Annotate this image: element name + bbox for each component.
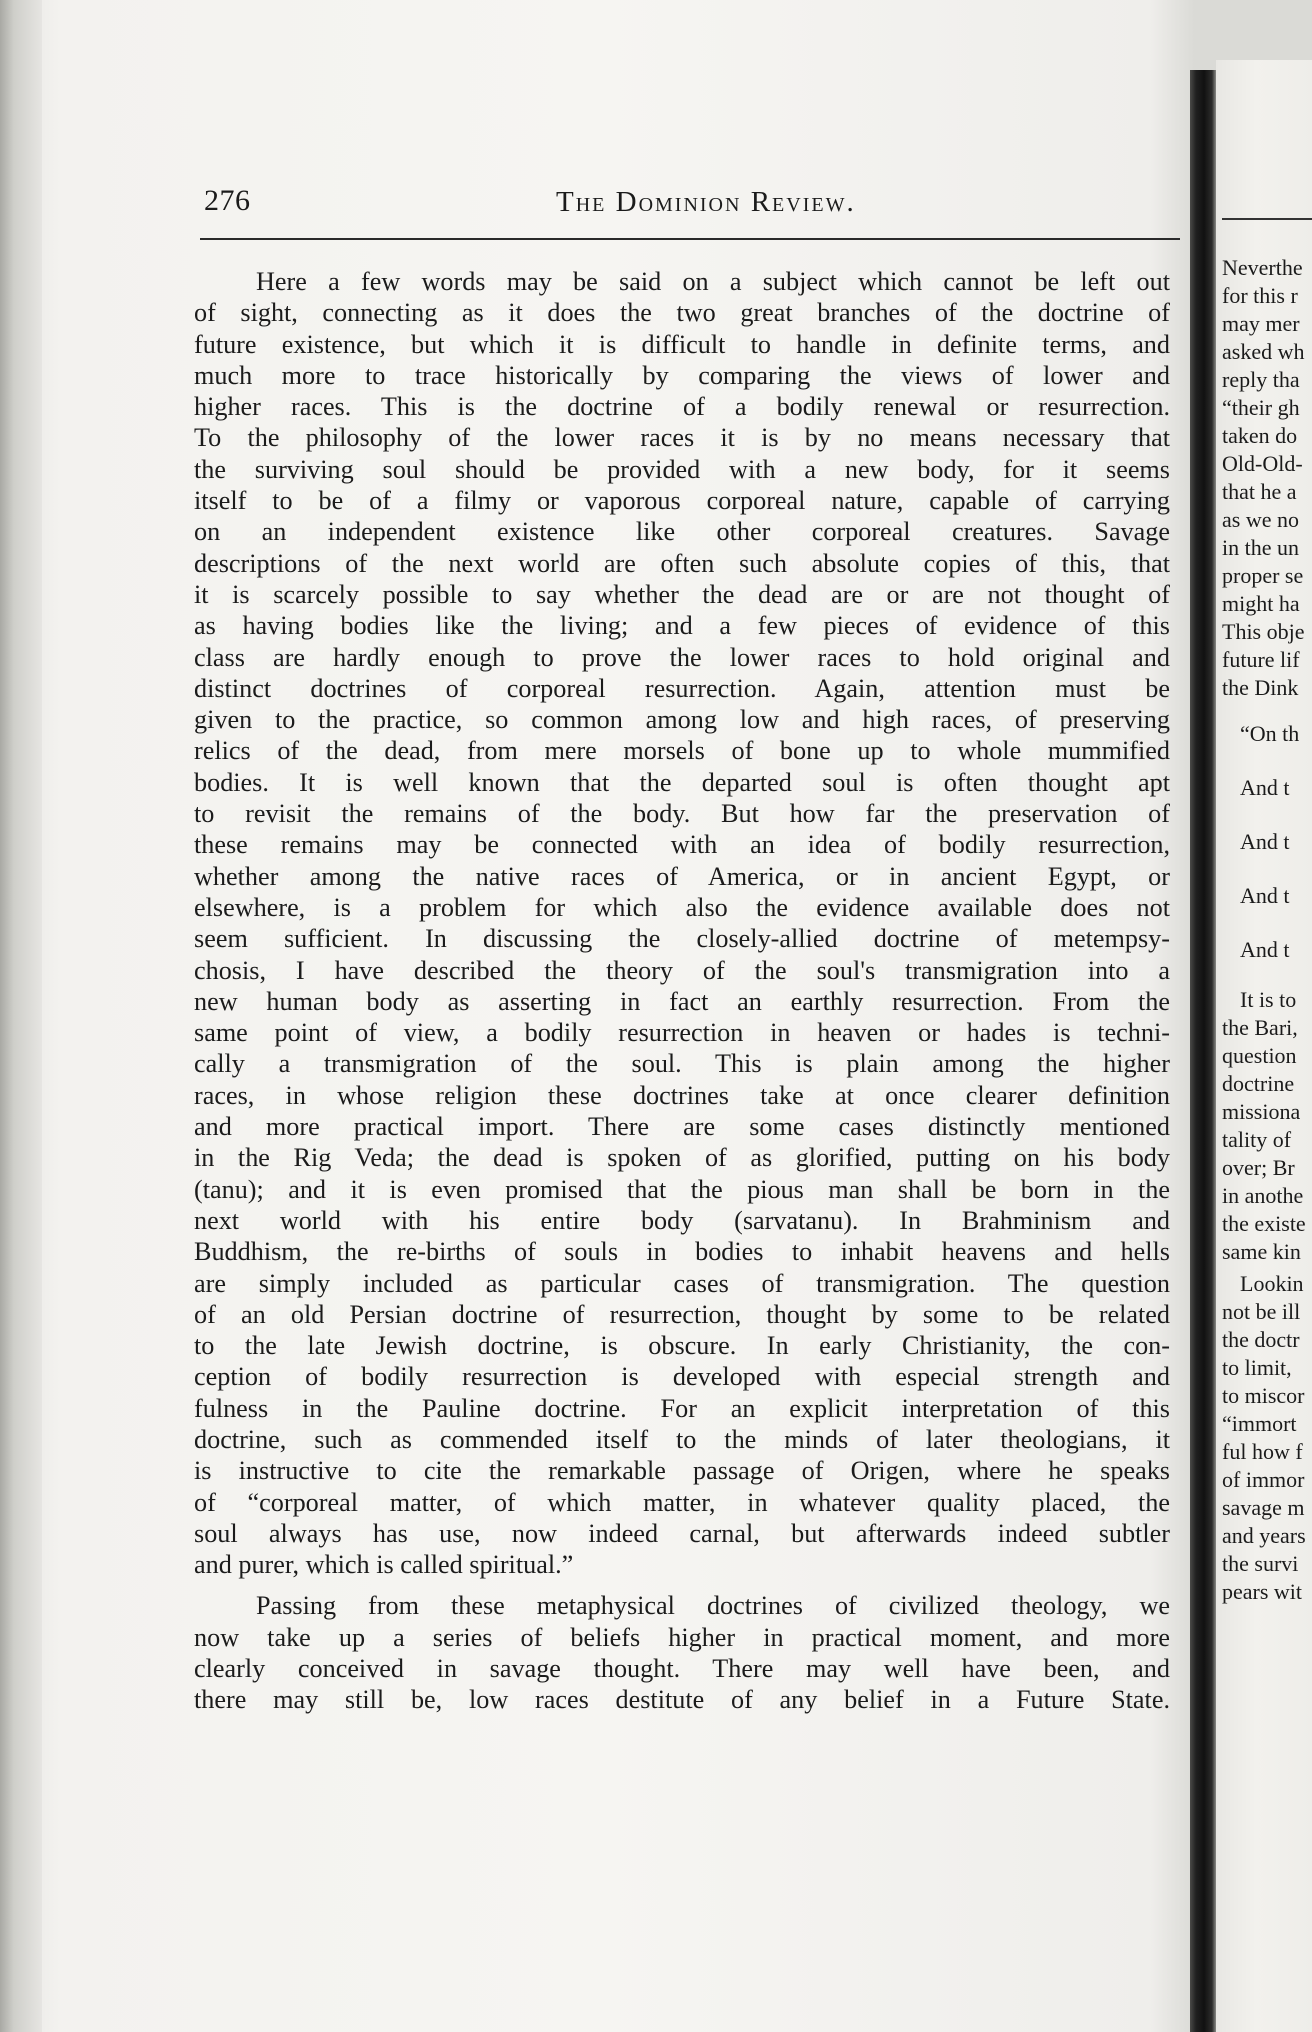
text-line: elsewhere, is a problem for which also the evidence available does not bbox=[194, 892, 1170, 922]
text-line: these remains may be connected with an idea of bodily resurrection, bbox=[194, 830, 1170, 860]
text-line: whether among the native races of America, or in ancient Egypt, or bbox=[194, 861, 1170, 891]
text-line: class are hardly enough to prove the lower races to hold original and bbox=[194, 642, 1170, 672]
text-line: next world with his entire body (sarvatanu). In Brahminism and bbox=[194, 1205, 1170, 1235]
text-line: chosis, I have described the theory of the soul's transmigration into a bbox=[194, 955, 1170, 985]
text-line: much more to trace historically by comparing the views of lower and bbox=[194, 360, 1170, 390]
fragment-line: And t bbox=[1240, 938, 1290, 962]
text-line: there may still be, low races destitute of any belief in a Future State. bbox=[194, 1685, 1170, 1715]
fragment-line: And t bbox=[1240, 776, 1290, 800]
page-left-edge bbox=[0, 0, 42, 2032]
fragment-line: may mer bbox=[1222, 312, 1300, 336]
text-line: new human body as asserting in fact an earthly resurrection. From the bbox=[194, 986, 1170, 1016]
fragment-line: in anothe bbox=[1222, 1184, 1304, 1208]
text-line: clearly conceived in savage thought. There may well have been, and bbox=[194, 1654, 1170, 1684]
text-line: the surviving soul should be provided with a new body, for it seems bbox=[194, 454, 1170, 484]
fragment-line: the existe bbox=[1222, 1212, 1306, 1236]
text-line: are simply included as particular cases of transmigration. The question bbox=[194, 1268, 1170, 1298]
fragment-line: to limit, bbox=[1222, 1356, 1292, 1380]
fragment-line: question bbox=[1222, 1044, 1297, 1068]
text-line: doctrine, such as commended itself to the minds of later theologians, it bbox=[194, 1424, 1170, 1454]
fragment-line: the survi bbox=[1222, 1552, 1299, 1576]
text-line: as having bodies like the living; and a few pieces of evidence of this bbox=[194, 611, 1170, 641]
header-rule bbox=[200, 238, 1180, 240]
fragment-line: And t bbox=[1240, 830, 1290, 854]
text-line: soul always has use, now indeed carnal, but afterwards indeed subtler bbox=[194, 1518, 1170, 1548]
fragment-line: This obje bbox=[1222, 620, 1305, 644]
fragment-line: in the un bbox=[1222, 536, 1299, 560]
fragment-line: as we no bbox=[1222, 508, 1299, 532]
text-line: Buddhism, the re-births of souls in bodies to inhabit heavens and hells bbox=[194, 1237, 1170, 1267]
text-line: To the philosophy of the lower races it is by no means necessary that bbox=[194, 423, 1170, 453]
fragment-line: the Bari, bbox=[1222, 1016, 1298, 1040]
text-line: descriptions of the next world are often such absolute copies of this, that bbox=[194, 548, 1170, 578]
text-line: of “corporeal matter, of which matter, in whatever quality placed, the bbox=[194, 1487, 1170, 1517]
text-line: and more practical import. There are some cases distinctly mentioned bbox=[194, 1112, 1170, 1142]
fragment-line: “immort bbox=[1222, 1412, 1297, 1436]
fragment-line: doctrine bbox=[1222, 1072, 1295, 1096]
fragment-line: future lif bbox=[1222, 648, 1300, 672]
fragment-line: “their gh bbox=[1222, 396, 1300, 420]
text-line: bodies. It is well known that the departed soul is often thought apt bbox=[194, 767, 1170, 797]
text-line: in the Rig Veda; the dead is spoken of as glorified, putting on his body bbox=[194, 1143, 1170, 1173]
fragment-line: tality of bbox=[1222, 1128, 1292, 1152]
text-line: now take up a series of beliefs higher in practical moment, and more bbox=[194, 1622, 1170, 1652]
fragment-line: Neverthe bbox=[1222, 256, 1303, 280]
fragment-line: missiona bbox=[1222, 1100, 1301, 1124]
text-line: relics of the dead, from mere morsels of bone up to whole mummified bbox=[194, 736, 1170, 766]
fragment-line: same kin bbox=[1222, 1240, 1301, 1264]
facing-page-header-rule bbox=[1222, 218, 1312, 220]
text-line: and purer, which is called spiritual.” bbox=[194, 1550, 574, 1580]
fragment-line: “On th bbox=[1240, 722, 1300, 746]
fragment-line: that he a bbox=[1222, 480, 1297, 504]
text-line: distinct doctrines of corporeal resurrection. Again, attention must be bbox=[194, 673, 1170, 703]
text-line: of sight, connecting as it does the two great branches of the doctrine of bbox=[194, 298, 1170, 328]
fragment-line: the doctr bbox=[1222, 1328, 1300, 1352]
text-line: on an independent existence like other corporeal creatures. Savage bbox=[194, 517, 1170, 547]
text-line: ception of bodily resurrection is developed with especial strength and bbox=[194, 1362, 1170, 1392]
fragment-line: over; Br bbox=[1222, 1156, 1295, 1180]
text-line: itself to be of a filmy or vaporous corporeal nature, capable of carrying bbox=[194, 486, 1170, 516]
body-text bbox=[194, 266, 1170, 1716]
text-line: of an old Persian doctrine of resurrection, thought by some to be related bbox=[194, 1299, 1170, 1329]
text-line: seem sufficient. In discussing the closely-allied doctrine of metempsy- bbox=[194, 924, 1170, 954]
fragment-line: asked wh bbox=[1222, 340, 1305, 364]
fragment-line: to miscor bbox=[1222, 1384, 1305, 1408]
fragment-line: It is to bbox=[1240, 988, 1297, 1012]
fragment-line: reply tha bbox=[1222, 368, 1300, 392]
book-gutter-shadow bbox=[1190, 70, 1216, 2032]
fragment-line: ful how f bbox=[1222, 1440, 1303, 1464]
text-line: Passing from these metaphysical doctrines of civilized theology, we bbox=[256, 1591, 1170, 1621]
running-head: The Dominion Review. bbox=[556, 186, 856, 218]
text-line: higher races. This is the doctrine of a bodily renewal or resurrection. bbox=[194, 392, 1170, 422]
fragment-line: Old-Old- bbox=[1222, 452, 1303, 476]
fragment-line: of immor bbox=[1222, 1468, 1305, 1492]
fragment-line: taken do bbox=[1222, 424, 1298, 448]
text-line: same point of view, a bodily resurrection in heaven or hades is techni- bbox=[194, 1018, 1170, 1048]
text-line: races, in whose religion these doctrines take at once clearer definition bbox=[194, 1080, 1170, 1110]
text-line: given to the practice, so common among low and high races, of preserving bbox=[194, 705, 1170, 735]
text-line: to revisit the remains of the body. But how far the preservation of bbox=[194, 799, 1170, 829]
text-line: it is scarcely possible to say whether the dead are or are not thought of bbox=[194, 579, 1170, 609]
page-number: 276 bbox=[204, 184, 251, 217]
fragment-line: And t bbox=[1240, 884, 1290, 908]
fragment-line: Lookin bbox=[1240, 1272, 1304, 1296]
fragment-line: savage m bbox=[1222, 1496, 1305, 1520]
fragment-line: and years bbox=[1222, 1524, 1306, 1548]
fragment-line: proper se bbox=[1222, 564, 1304, 588]
fragment-line: for this r bbox=[1222, 284, 1298, 308]
text-line: future existence, but which it is difficult to handle in definite terms, and bbox=[194, 329, 1170, 359]
text-line: is instructive to cite the remarkable passage of Origen, where he speaks bbox=[194, 1456, 1170, 1486]
text-line: to the late Jewish doctrine, is obscure. In early Christianity, the con- bbox=[194, 1331, 1170, 1361]
text-line: fulness in the Pauline doctrine. For an explicit interpretation of this bbox=[194, 1393, 1170, 1423]
text-line: (tanu); and it is even promised that the pious man shall be born in the bbox=[194, 1174, 1170, 1204]
fragment-line: might ha bbox=[1222, 592, 1300, 616]
fragment-line: the Dink bbox=[1222, 676, 1299, 700]
fragment-line: not be ill bbox=[1222, 1300, 1301, 1324]
fragment-line: pears wit bbox=[1222, 1580, 1303, 1604]
text-line: Here a few words may be said on a subject which cannot be left out bbox=[256, 267, 1170, 296]
text-line: cally a transmigration of the soul. This is plain among the higher bbox=[194, 1049, 1170, 1079]
